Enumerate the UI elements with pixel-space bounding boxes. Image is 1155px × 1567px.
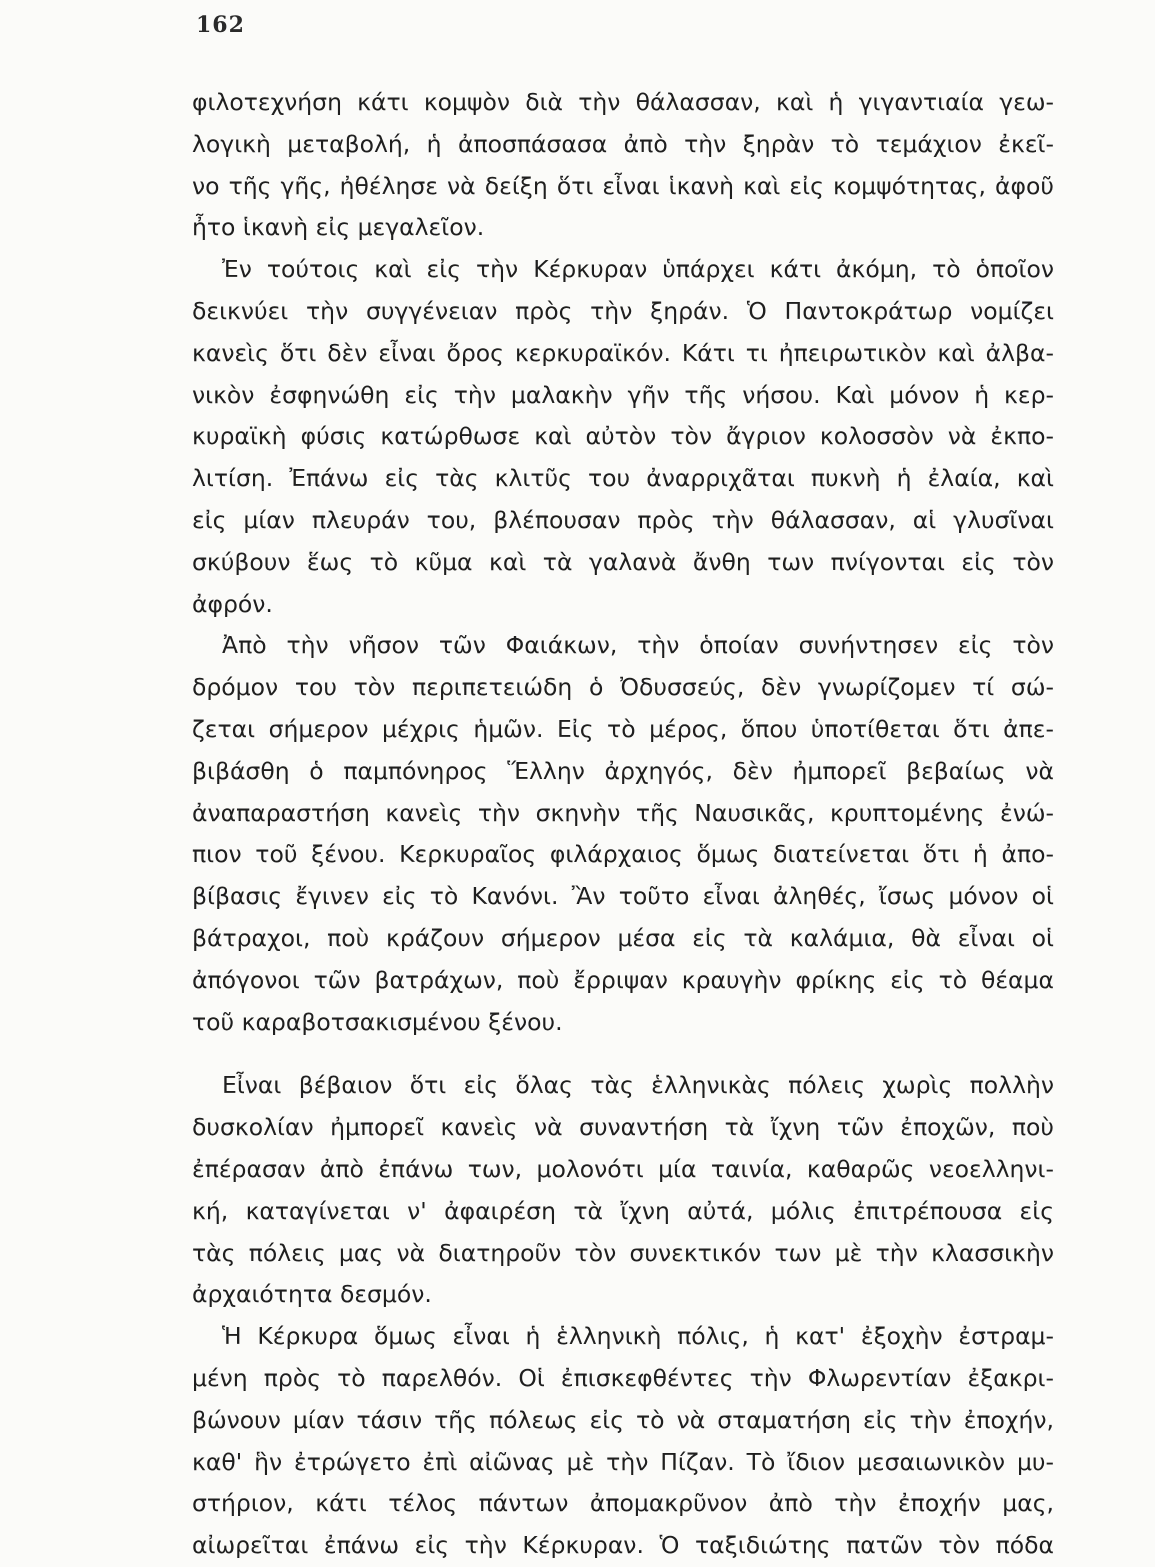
text-line: κυραϊκὴ φύσις κατώρθωσε καὶ αὐτὸν τὸν ἄγριον κολοσσὸν νὰ ἐκπο- [192, 422, 1054, 451]
text-line: βίβασις ἔγινεν εἰς τὸ Κανόνι. Ἂν τοῦτο εἶναι ἀληθές, ἴσως μόνον οἱ [192, 882, 1054, 911]
text-line: αἰωρεῖται ἐπάνω εἰς τὴν Κέρκυραν. Ὁ ταξιδιώτης πατῶν τὸν πόδα [192, 1531, 1054, 1560]
text-line: εἰς μίαν πλευράν του, βλέπουσαν πρὸς τὴν θάλασσαν, αἱ γλυσῖναι [192, 505, 1054, 534]
text-line: φιλοτεχνήση κάτι κομψὸν διὰ τὴν θάλασσαν, καὶ ἡ γιγαντιαία γεω- [192, 88, 1054, 116]
text-line: δεικνύει τὴν συγγένειαν πρὸς τὴν ξηράν. Ὁ Παντοκράτωρ νομίζει [192, 296, 1054, 325]
text-line: νο τῆς γῆς, ἠθέλησε νὰ δείξη ὅτι εἶναι ἱκανὴ καὶ εἰς κομψότητας, ἀφοῦ [192, 171, 1054, 200]
page-number: 162 [196, 12, 245, 38]
text-line: ἀναπαραστήση κανεὶς τὴν σκηνὴν τῆς Ναυσικᾶς, κρυπτομένης ἐνώ- [192, 798, 1054, 827]
text-line: δρόμον του τὸν περιπετειώδη ὁ Ὀδυσσεύς, δὲν γνωρίζομεν τί σώ- [192, 673, 1054, 702]
text-line: Ἀπὸ τὴν νῆσον τῶν Φαιάκων, τὴν ὁποίαν συνήντησεν εἰς τὸν [222, 631, 1054, 660]
paragraph-3 [192, 625, 1054, 1043]
text-line: ζεται σήμερον μέχρις ἡμῶν. Εἰς τὸ μέρος, ὅπου ὑποτίθεται ὅτι ἀπε- [192, 714, 1054, 743]
text-line: δυσκολίαν ἠμπορεῖ κανεὶς νὰ συναντήση τὰ ἴχνη τῶν ἐποχῶν, ποὺ [192, 1113, 1054, 1142]
text-line: πιον τοῦ ξένου. Κερκυραῖος φιλάρχαιος ὅμως διατείνεται ὅτι ἡ ἀπο- [192, 840, 1054, 869]
text-line: νικὸν ἐσφηνώθη εἰς τὴν μαλακὴν γῆν τῆς νήσου. Καὶ μόνον ἡ κερ- [192, 380, 1054, 409]
text-line: ἀφρόν. [192, 589, 273, 618]
text-line: μένη πρὸς τὸ παρελθόν. Οἱ ἐπισκεφθέντες τὴν Φλωρεντίαν ἐξακρι- [192, 1363, 1054, 1392]
text-line: ἐπέρασαν ἀπὸ ἐπάνω των, μολονότι μία ταινία, καθαρῶς νεοελληνι- [192, 1154, 1054, 1183]
text-line: Ἡ Κέρκυρα ὅμως εἶναι ἡ ἑλληνικὴ πόλις, ἡ κατ' ἐξοχὴν ἐστραμ- [222, 1322, 1054, 1351]
text-line: τὰς πόλεις μας νὰ διατηροῦν τὸν συνεκτικόν των μὲ τὴν κλασσικὴν [192, 1238, 1054, 1267]
body-text [192, 82, 1054, 1567]
paragraph-2 [192, 249, 1054, 625]
text-line: βάτραχοι, ποὺ κράζουν σήμερον μέσα εἰς τὰ καλάμια, θὰ εἶναι οἱ [192, 923, 1054, 952]
paragraph-4 [192, 1065, 1054, 1316]
text-line: ἦτο ἱκανὴ εἰς μεγαλεῖον. [192, 213, 485, 242]
paragraph-1 [192, 82, 1054, 249]
text-line: λιτίση. Ἐπάνω εἰς τὰς κλιτῦς του ἀναρριχᾶται πυκνὴ ἡ ἐλαία, καὶ [192, 464, 1054, 493]
paragraph-5 [192, 1316, 1054, 1567]
text-line: ἀπόγονοι τῶν βατράχων, ποὺ ἔρριψαν κραυγὴν φρίκης εἰς τὸ θέαμα [192, 965, 1054, 994]
text-line: βιβάσθη ὁ παμπόνηρος Ἕλλην ἀρχηγός, δὲν ἠμπορεῖ βεβαίως νὰ [192, 756, 1054, 785]
text-line: Ἐν τούτοις καὶ εἰς τὴν Κέρκυραν ὑπάρχει κάτι ἀκόμη, τὸ ὁποῖον [222, 255, 1054, 284]
text-line: Εἶναι βέβαιον ὅτι εἰς ὅλας τὰς ἑλληνικὰς πόλεις χωρὶς πολλὴν [222, 1071, 1054, 1100]
text-line: ἀρχαιότητα δεσμόν. [192, 1280, 432, 1309]
text-line: στήριον, κάτι τέλος πάντων ἀπομακρῦνον ἀπὸ τὴν ἐποχήν μας, [192, 1489, 1054, 1518]
text-line: κή, καταγίνεται ν' ἀφαιρέση τὰ ἴχνη αὐτά, μόλις ἐπιτρέπουσα εἰς [192, 1196, 1054, 1225]
text-line: κανεὶς ὅτι δὲν εἶναι ὄρος κερκυραϊκόν. Κάτι τι ἠπειρωτικὸν καὶ ἀλβα- [192, 338, 1054, 367]
text-line: σκύβουν ἕως τὸ κῦμα καὶ τὰ γαλανὰ ἄνθη των πνίγονται εἰς τὸν [192, 547, 1054, 576]
text-line: καθ' ἣν ἐτρώγετο ἐπὶ αἰῶνας μὲ τὴν Πίζαν. Τὸ ἴδιον μεσαιωνικὸν μυ- [192, 1447, 1054, 1476]
text-line: λογικὴ μεταβολή, ἡ ἀποσπάσασα ἀπὸ τὴν ξηρὰν τὸ τεμάχιον ἐκεῖ- [192, 129, 1054, 158]
section-break [192, 1043, 1054, 1065]
text-line: τοῦ καραβοτσακισμένου ξένου. [192, 1007, 563, 1036]
text-line: βώνουν μίαν τάσιν τῆς πόλεως εἰς τὸ νὰ σταματήση εἰς τὴν ἐποχήν, [192, 1405, 1054, 1434]
